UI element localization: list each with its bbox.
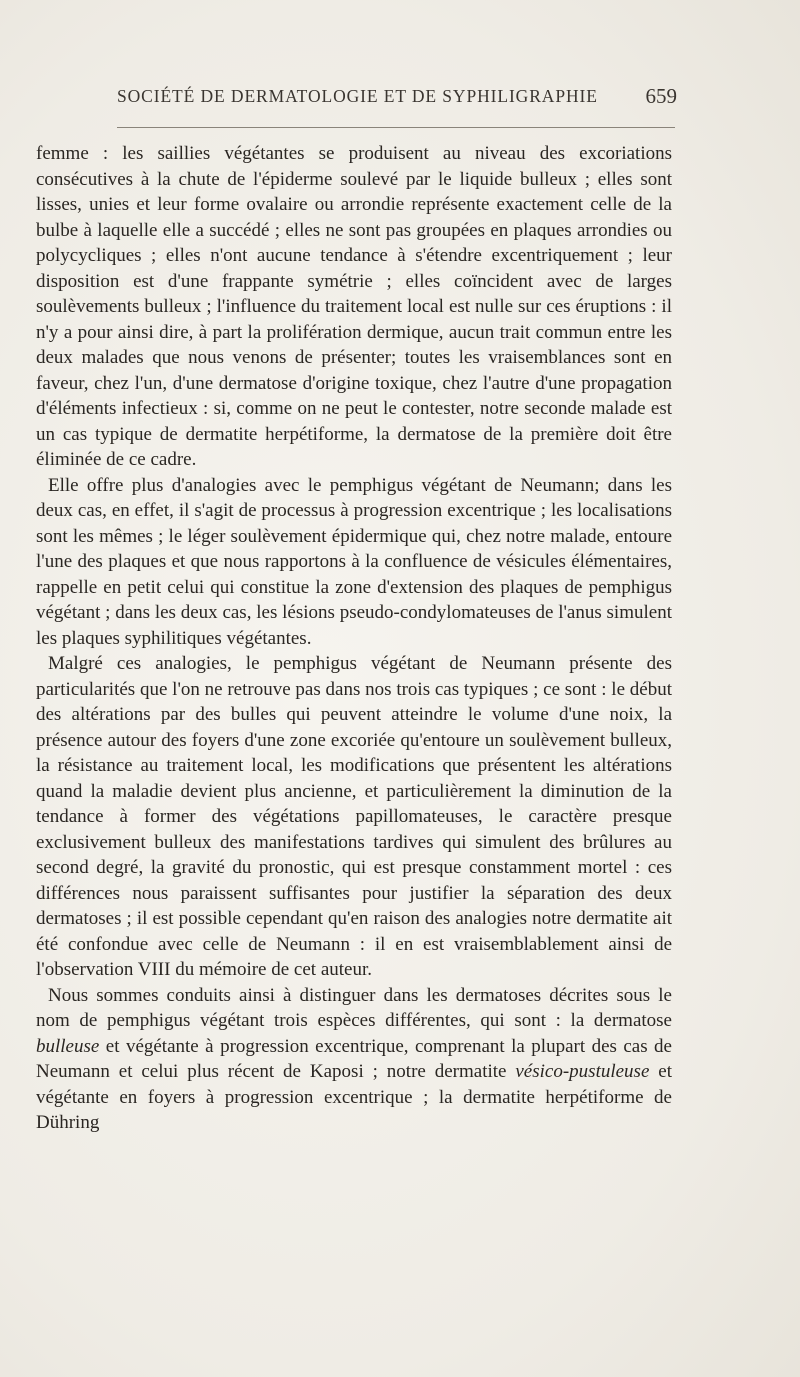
paragraph-4-text-3: et végétante en foyers à progression excentrique ; la dermatite herpétiforme de Dühring: [36, 1061, 672, 1133]
page-number: 659: [645, 84, 677, 108]
running-head: SOCIÉTÉ DE DERMATOLOGIE ET DE SYPHILIGRAPHIE: [117, 86, 598, 106]
body-text: [36, 141, 672, 1136]
paragraph-4: [36, 983, 672, 1136]
paragraph-2: Elle offre plus d'analogies avec le pemphigus végétant de Neumann; dans les deux cas, en effet, il s'agit de processus à progression excentrique ; les localisations sont les mêmes ; le léger soulèvement épidermique qui, chez notre malade, entoure l'une des plaques et que nous rapportons à la confluence de vésicules élémentaires, rappelle en petit celui qui constitue la zone d'extension des plaques de pemphigus végétant ; dans les deux cas, les lésions pseudo-condylomateuses de l'anus simulent les plaques syphilitiques végétantes.: [36, 474, 672, 649]
header-rule: [117, 127, 675, 128]
page-header: [117, 86, 677, 116]
paragraph-1: femme : les saillies végétantes se produisent au niveau des excoriations consécutives à la chute de l'épiderme soulevé par le liquide bulleux ; elles sont lisses, unies et leur forme ovalaire ou arrondie représente exactement celle de la bulbe à laquelle elle a succédé ; elles ne sont pas groupées en plaques arrondies ou polycycliques ; elles n'ont aucune tendance à s'étendre excentriquement ; leur disposition est d'une frappante symétrie ; elles coïncident avec de larges soulèvements bulleux ; l'influence du traitement local est nulle sur ces éruptions : il n'y a pour ainsi dire, à part la prolifération dermique, aucun trait commun entre les deux malades que nous venons de présenter; toutes les vraisemblances sont en faveur, chez l'un, d'une dermatose d'origine toxique, chez l'autre d'une propagation d'éléments infectieux : si, comme on ne peut le contester, notre seconde malade est un cas typique de dermatite herpétiforme, la dermatose de la première doit être éliminée de ce cadre.: [36, 143, 672, 470]
paragraph-4-text-1: Nous sommes conduits ainsi à distinguer dans les dermatoses décrites sous le nom de pemphigus végétant trois espèces différentes, qui sont : la dermatose: [36, 984, 672, 1031]
italic-term-vesico-pustuleuse: vésico-pustuleuse: [515, 1061, 650, 1082]
paragraph-3: Malgré ces analogies, le pemphigus végétant de Neumann présente des particularités que l'on ne retrouve pas dans nos trois cas typiques ; ce sont : le début des altérations par des bulles qui peuvent atteindre le volume d'une noix, la présence autour des foyers d'une zone excoriée qu'entoure un soulèvement bulleux, la résistance au traitement local, les modifications que présentent les altérations quand la maladie devient plus ancienne, et particulièrement la diminution de la tendance à former des végétations papillomateuses, le caractère presque exclusivement bulleux des manifestations tardives qui simulent des brûlures au second degré, la gravité du pronostic, qui est presque constamment mortel : ces différences nous paraissent suffisantes pour justifier la séparation des deux dermatoses ; il est possible cependant qu'en raison des analogies notre dermatite ait été confondue avec celle de Neumann : il en est vraisemblablement ainsi de l'observation VIII du mémoire de cet auteur.: [36, 653, 672, 980]
italic-term-bulleuse: bulleuse: [36, 1035, 100, 1057]
paragraph-4-text-2: et végétante à progression excentrique, comprenant la plupart des cas de Neumann et celui plus récent de Kaposi ; notre dermatite: [36, 1035, 672, 1082]
